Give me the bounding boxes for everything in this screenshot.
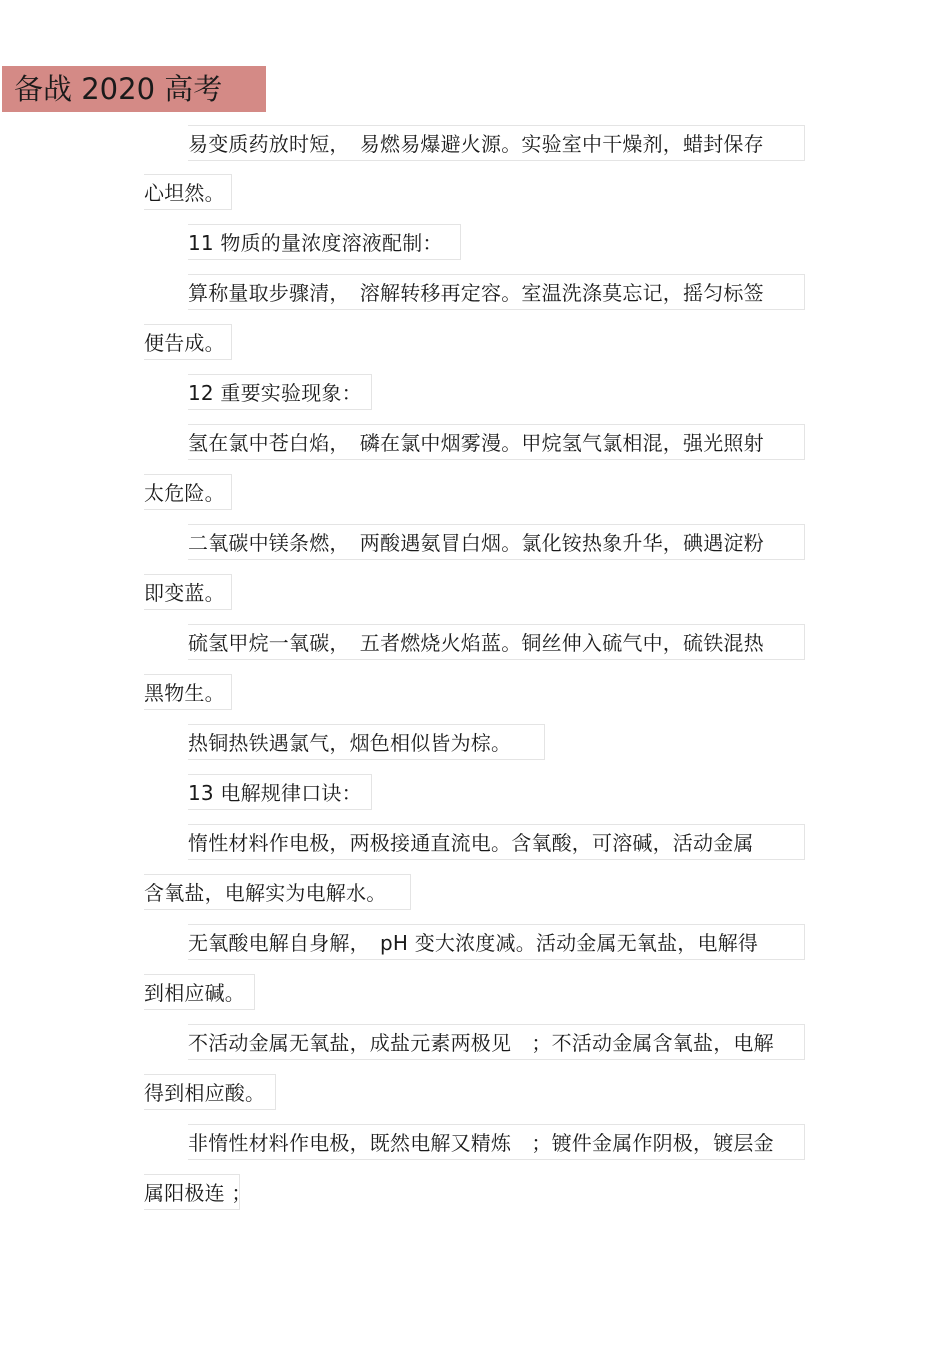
text-line-1: 易变质药放时短， 易燃易爆避火源。实验室中干燥剂，蜡封保存 (188, 125, 805, 161)
text-line-21: 非惰性材料作电极，既然电解又精炼 ；镀件金属作阴极，镀层金 (188, 1124, 805, 1160)
text-line-18: 到相应碱。 (144, 974, 255, 1010)
text-line-4: 算称量取步骤清， 溶解转移再定容。室温洗涤莫忘记，摇匀标签 (188, 274, 805, 310)
page-banner-title: 备战 2020 高考 (2, 66, 266, 112)
text-line-2: 心坦然。 (144, 174, 232, 210)
text-line-20: 得到相应酸。 (144, 1074, 276, 1110)
text-line-15: 惰性材料作电极，两极接通直流电。含氧酸，可溶碱，活动金属 (188, 824, 805, 860)
text-line-11: 硫氢甲烷一氧碳， 五者燃烧火焰蓝。铜丝伸入硫气中，硫铁混热 (188, 624, 805, 660)
text-line-10: 即变蓝。 (144, 574, 232, 610)
text-line-22: 属阳极连 ； (144, 1174, 240, 1210)
text-line-8: 太危险。 (144, 474, 232, 510)
text-line-7: 氢在氯中苍白焰， 磷在氯中烟雾漫。甲烷氢气氯相混，强光照射 (188, 424, 805, 460)
text-line-3: 11 物质的量浓度溶液配制： (188, 224, 461, 260)
text-line-13: 热铜热铁遇氯气，烟色相似皆为棕。 (188, 724, 545, 760)
text-line-6: 12 重要实验现象： (188, 374, 372, 410)
text-line-9: 二氧碳中镁条燃， 两酸遇氨冒白烟。氯化铵热象升华，碘遇淀粉 (188, 524, 805, 560)
text-line-17: 无氧酸电解自身解， pH 变大浓度减。活动金属无氧盐，电解得 (188, 924, 805, 960)
text-line-12: 黑物生。 (144, 674, 232, 710)
text-line-16: 含氧盐，电解实为电解水。 (144, 874, 411, 910)
text-line-14: 13 电解规律口诀： (188, 774, 372, 810)
text-line-5: 便告成。 (144, 324, 232, 360)
text-line-19: 不活动金属无氧盐，成盐元素两极见 ；不活动金属含氧盐，电解 (188, 1024, 805, 1060)
